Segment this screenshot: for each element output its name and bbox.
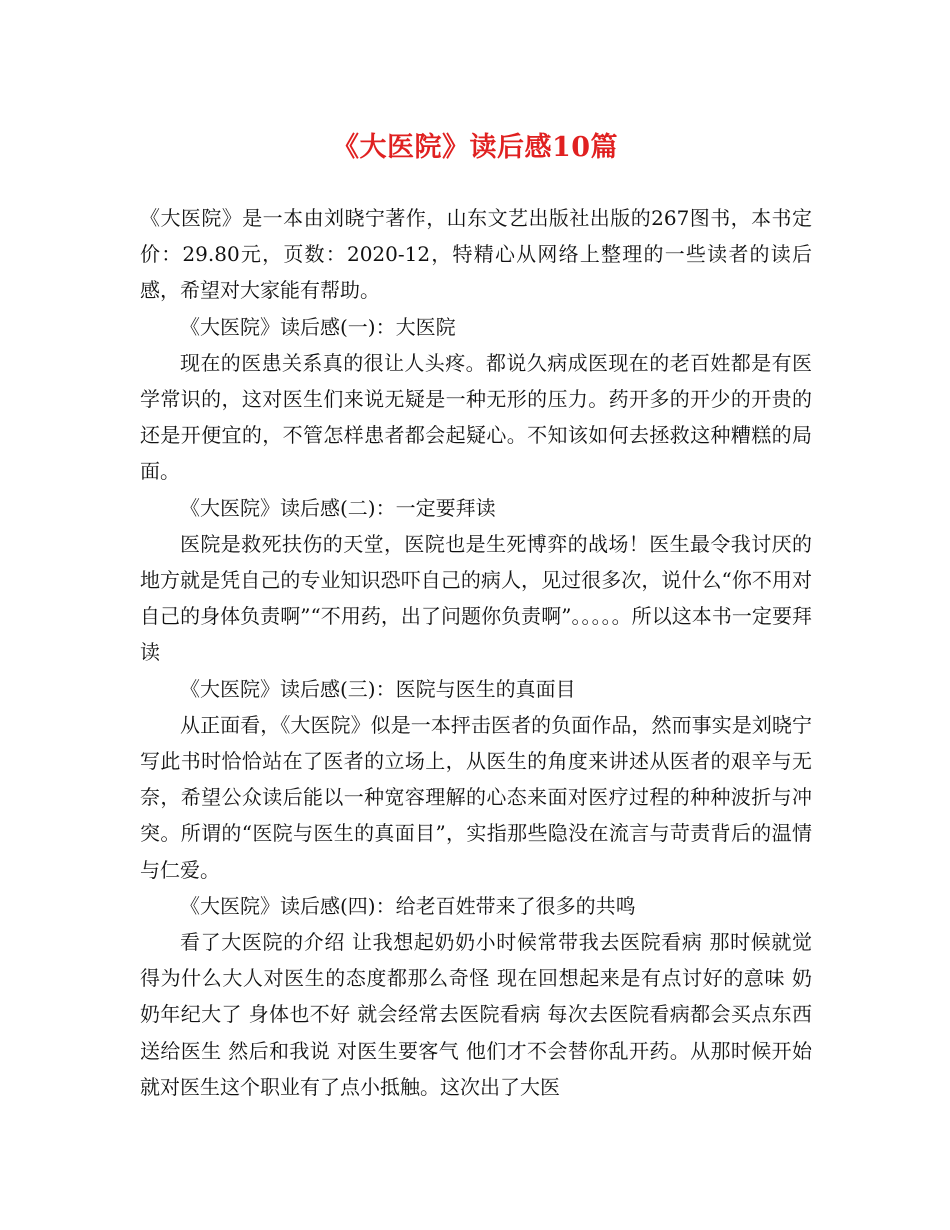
section-body-3: 从正面看，《大医院》似是一本抨击医者的负面作品，然而事实是刘晓宁写此书时恰恰站在了医者的立场上，从医生的角度来讲述从医者的艰辛与无奈，希望公众读后能以一种宽容理解的心态来面对医疗过程的种种波折与冲突。所谓的“医院与医生的真面目”，实指那些隐没在流言与苛责背后的温情与仁爱。 [140, 712, 812, 882]
document-title: 《大医院》读后感10篇 [331, 132, 619, 163]
intro-paragraph: 《大医院》是一本由刘晓宁著作，山东文艺出版社出版的267图书，本书定价：29.80元，页数：2020-12，特精心从网络上整理的一些读者的读后感，希望对大家能有帮助。 [140, 206, 812, 303]
section-heading-4: 《大医院》读后感(四)：给老百姓带来了很多的共鸣 [180, 893, 636, 918]
section-body-1: 现在的医患关系真的很让人头疼。都说久病成医现在的老百姓都是有医学常识的，这对医生们来说无疑是一种无形的压力。药开多的开少的开贵的还是开便宜的，不管怎样患者都会起疑心。不知该如何去拯救这种糟糕的局面。 [140, 350, 812, 484]
section-heading-3: 《大医院》读后感(三)：医院与医生的真面目 [180, 676, 576, 701]
section-body-2: 医院是救死扶伤的天堂，医院也是生死博弈的战场！医生最令我讨厌的地方就是凭自己的专业知识恐吓自己的病人，见过很多次，说什么“你不用对自己的身体负责啊”“不用药，出了问题你负责啊”。。。。。所以这本书一定要拜读 [140, 531, 812, 665]
section-body-4: 看了大医院的介绍 让我想起奶奶小时候常带我去医院看病 那时候就觉得为什么大人对医生的态度都那么奇怪 现在回想起来是有点讨好的意味 奶奶年纪大了 身体也不好 就会经常去医院看病 每次去医院看病都会买点东西送给医生 然后和我说 对医生要客气 他们才不会替你乱开药。从那时候开始就对医生这个职业有了点小抵触。这次出了大医 [140, 930, 812, 1099]
section-heading-2: 《大医院》读后感(二)：一定要拜读 [180, 495, 496, 520]
document-body [140, 200, 812, 1105]
section-heading-1: 《大医院》读后感(一)：大医院 [180, 314, 456, 339]
